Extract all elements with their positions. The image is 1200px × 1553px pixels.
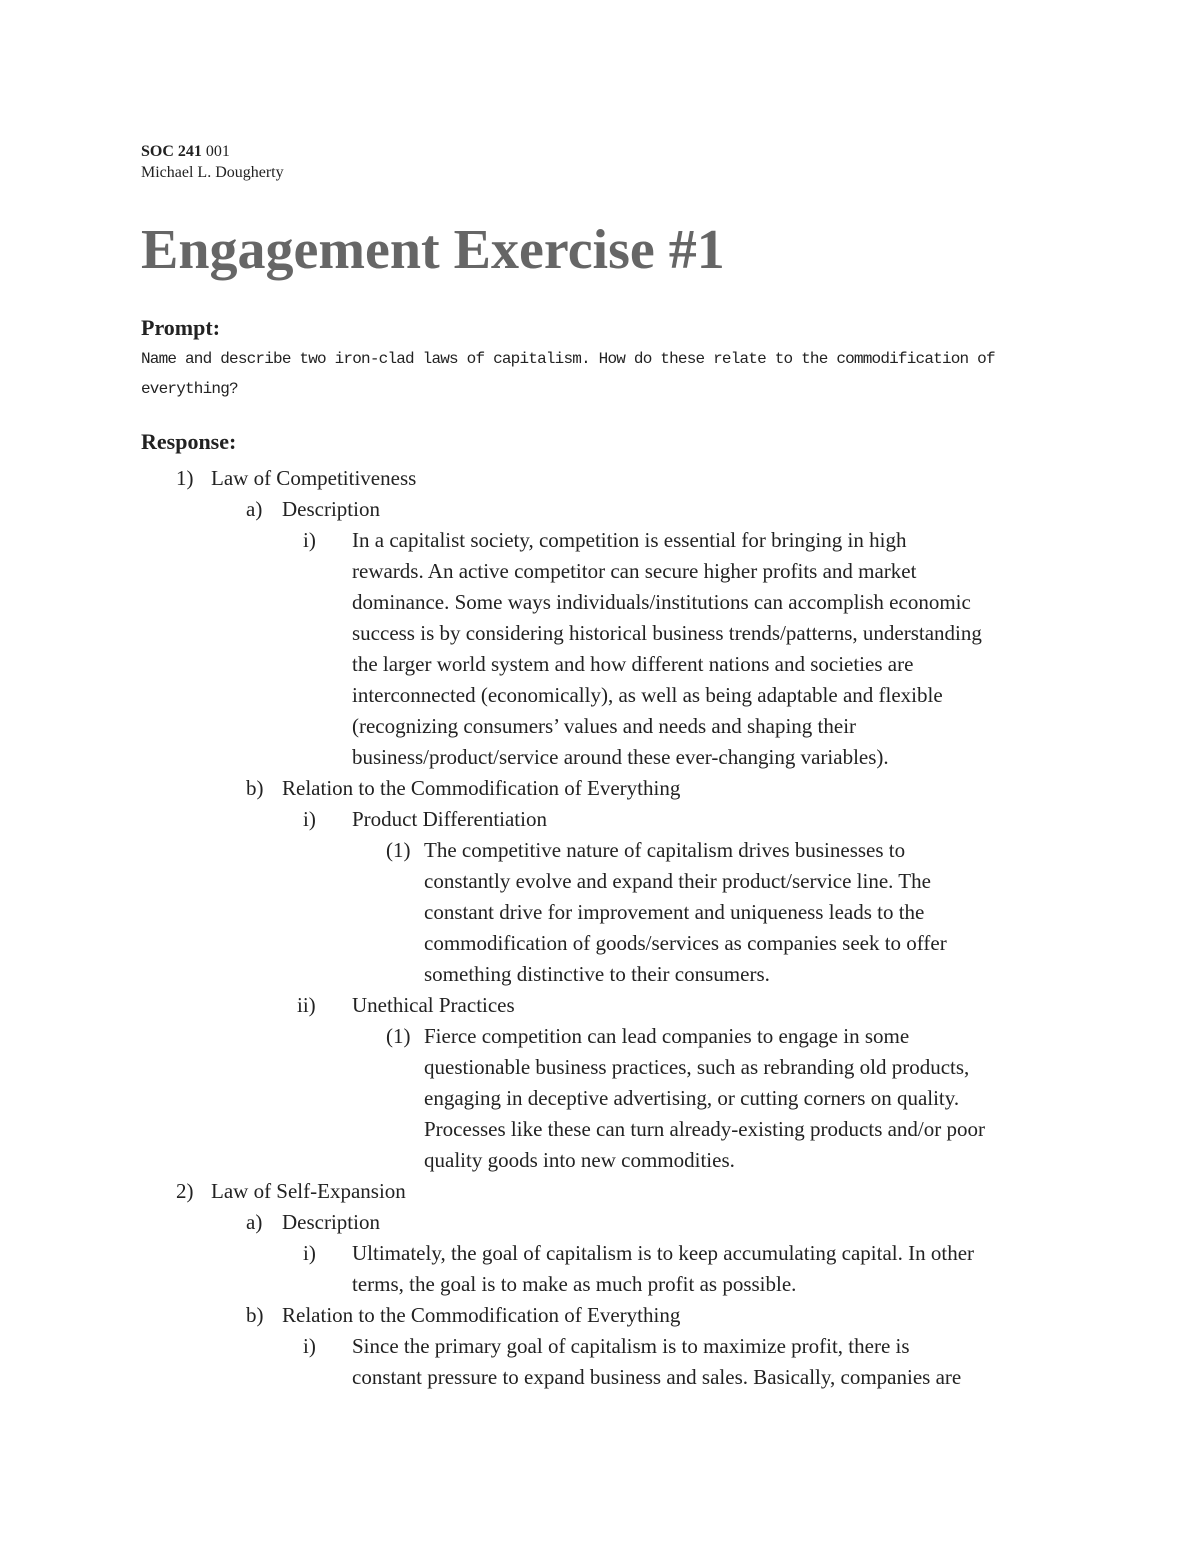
paragraph-line: constant pressure to expand business and sales. Basically, companies are [352, 1365, 962, 1389]
list-marker: i) [303, 1241, 316, 1265]
document-header [141, 142, 284, 183]
paragraph-line: questionable business practices, such as rebranding old products, [424, 1055, 970, 1079]
outline-item-1b [0, 773, 1200, 804]
outline-item-title: Product Differentiation [352, 807, 547, 831]
outline-item-2bi [0, 1331, 1200, 1393]
outline-item-title: Relation to the Commodification of Everything [282, 776, 681, 800]
outline-item-1a [0, 494, 1200, 525]
outline-item-title: Unethical Practices [352, 993, 515, 1017]
paragraph [424, 835, 947, 990]
paragraph-line: dominance. Some ways individuals/institutions can accomplish economic [352, 590, 971, 614]
outline-item-1 [0, 463, 1200, 494]
document-title: Engagement Exercise #1 [141, 219, 725, 281]
paragraph-line: constant drive for improvement and uniqueness leads to the [424, 900, 925, 924]
list-marker: (1) [386, 1024, 411, 1048]
paragraph-line: Since the primary goal of capitalism is to maximize profit, there is [352, 1334, 910, 1358]
outline-item-1bii [0, 990, 1200, 1021]
paragraph-line: The competitive nature of capitalism drives businesses to [424, 838, 906, 862]
paragraph [352, 1238, 974, 1300]
list-marker: i) [303, 1334, 316, 1358]
paragraph-line: (recognizing consumers’ values and needs and shaping their [352, 714, 857, 738]
list-marker: b) [246, 1303, 264, 1327]
paragraph [352, 525, 982, 773]
paragraph-line: success is by considering historical business trends/patterns, understanding [352, 621, 982, 645]
list-marker: i) [303, 528, 316, 552]
outline-item-2ai [0, 1238, 1200, 1300]
paragraph-line: quality goods into new commodities. [424, 1148, 735, 1172]
outline-item-title: Law of Self-Expansion [211, 1179, 406, 1203]
paragraph-line: something distinctive to their consumers. [424, 962, 770, 986]
outline-item-2b [0, 1300, 1200, 1331]
paragraph-line: terms, the goal is to make as much profit as possible. [352, 1272, 797, 1296]
paragraph-line: In a capitalist society, competition is essential for bringing in high [352, 528, 907, 552]
outline-item-2a [0, 1207, 1200, 1238]
outline-item-2 [0, 1176, 1200, 1207]
paragraph-line: engaging in deceptive advertising, or cutting corners on quality. [424, 1086, 960, 1110]
list-marker: (1) [386, 838, 411, 862]
list-marker: a) [246, 497, 263, 521]
list-marker: i) [303, 807, 316, 831]
paragraph-line: Ultimately, the goal of capitalism is to keep accumulating capital. In other [352, 1241, 975, 1265]
paragraph-line: Fierce competition can lead companies to engage in some [424, 1024, 910, 1048]
paragraph-line: interconnected (economically), as well as being adaptable and flexible [352, 683, 943, 707]
paragraph-line: the larger world system and how different nations and societies are [352, 652, 914, 676]
paragraph [352, 1331, 961, 1393]
paragraph-line: Processes like these can turn already-existing products and/or poor [424, 1117, 986, 1141]
paragraph-line: commodification of goods/services as companies seek to offer [424, 931, 947, 955]
list-marker: ii) [297, 993, 316, 1017]
outline-item-title: Law of Competitiveness [211, 466, 417, 490]
list-marker: 1) [176, 466, 194, 490]
paragraph-line: business/product/service around these ever-changing variables). [352, 745, 889, 769]
paragraph-line: rewards. An active competitor can secure higher profits and market [352, 559, 917, 583]
outline-item-title: Relation to the Commodification of Everything [282, 1303, 681, 1327]
paragraph-line: constantly evolve and expand their product/service line. The [424, 869, 931, 893]
outline-item-title: Description [282, 497, 380, 521]
list-marker: 2) [176, 1179, 194, 1203]
response-heading: Response: [141, 429, 237, 454]
list-marker: a) [246, 1210, 263, 1234]
prompt-heading: Prompt: [141, 315, 221, 340]
outline-item-1bi [0, 804, 1200, 835]
course-section: 001 [201, 143, 230, 160]
course-code: SOC 241 [141, 143, 202, 160]
course-line [141, 142, 284, 162]
outline-item-1bii1 [0, 1021, 1200, 1176]
prompt-text: Name and describe two iron-clad laws of capitalism. How do these relate to the commodification of everything? [141, 350, 995, 398]
outline-item-1bi1 [0, 835, 1200, 990]
instructor-name: Michael L. Dougherty [141, 164, 284, 181]
list-marker: b) [246, 776, 264, 800]
outline-item-title: Description [282, 1210, 380, 1234]
outline-item-1ai [0, 525, 1200, 773]
paragraph [424, 1021, 985, 1176]
